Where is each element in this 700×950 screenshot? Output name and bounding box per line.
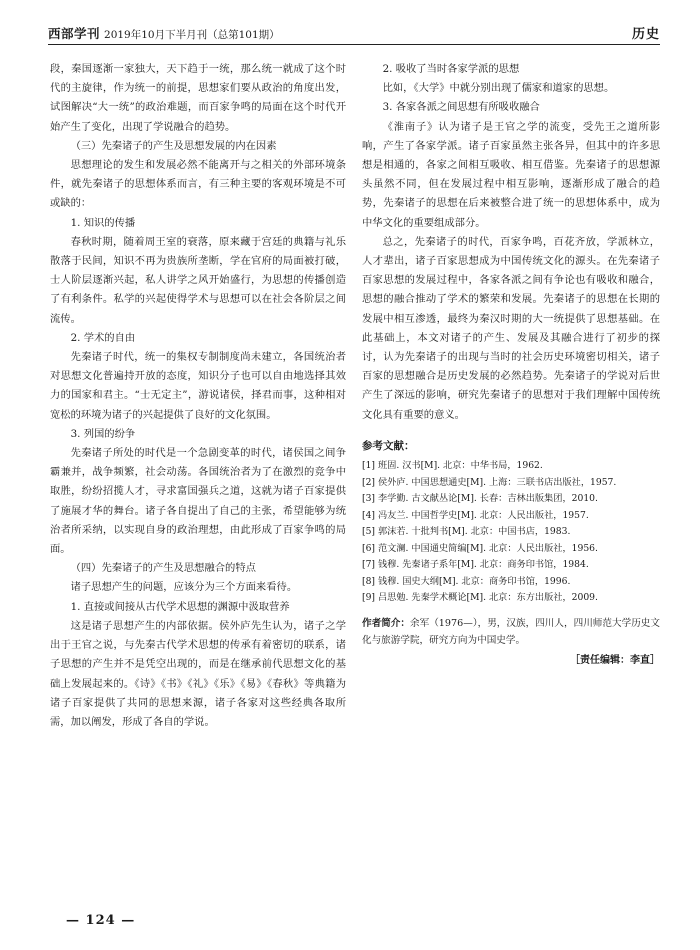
paragraph: 《淮南子》认为诸子是王官之学的流变，受先王之道所影响，产生了各家学派。诸子百家虽然主张各异，但其中的许多思想是相通的，各家之间相互吸收、相互借鉴。先秦诸子的思想源头虽然不同，但在发展过程中相互影响，逐渐形成了融合的趋势，先秦诸子的思想在后来被整合进了统一的思想体系中，成为中华文化的重要组成部分。 [362, 120, 660, 229]
paragraph: 段，秦国逐渐一家独大，天下趋于一统，那么统一就成了这个时代的主旋律，作为统一的前提，思想家们要从政治的角度出发，试图解决“大一统”的政治难题，而百家争鸣的局面在这个时代开始产生了变化，出现了学说融合的趋势。 [50, 63, 346, 133]
running-header [48, 22, 660, 45]
section-heading: （三）先秦诸子的产生及思想发展的内在因素 [70, 139, 277, 152]
paragraph: 这是诸子思想产生的内部依据。侯外庐先生认为，诸子之学出于王官之说，与先秦古代学术思想的传承有着密切的联系，诸子思想的产生并不是凭空出现的，而是在继承前代思想文化的基础上发展起来的。《诗》《书》《礼》《乐》《易》《春秋》等典籍为诸子百家提供了共同的思想来源，诸子各家对这些经典各取所需，加以阐发，形成了各自的学说。 [50, 619, 346, 728]
author-bio [362, 615, 660, 649]
references-title: 参考文献： [362, 439, 415, 452]
section-name: 历史 [631, 27, 660, 42]
paragraph: 诸子思想产生的问题，应该分为三个方面来看待。 [70, 581, 298, 594]
journal-name: 西部学刊 [48, 26, 101, 41]
responsible-editor: ［责任编辑：李直］ [570, 654, 660, 666]
author-bio-text: 余军（1976—），男，汉族，四川人，四川师范大学历史文化与旅游学院，研究方向为中国史学。 [362, 617, 660, 646]
paragraph: 思想理论的发生和发展必然不能离开与之相关的外部环境条件，就先秦诸子的思想体系而言，有三种主要的客观环境是不可或缺的： [50, 159, 346, 210]
reference-item: [8] 钱穆. 国史大纲[M]. 北京：商务印书馆，1996. [362, 575, 571, 587]
reference-item: [6] 范文澜. 中国通史简编[M]. 北京：人民出版社，1956. [362, 542, 598, 554]
paragraph: 春秋时期，随着周王室的衰落，原来藏于宫廷的典籍与礼乐散落于民间，知识不再为贵族所垄断，学在官府的局面被打破，士人阶层逐渐兴起，私人讲学之风开始盛行，为思想的传播创造了有利条件。私学的兴起使得学术与思想可以在社会各阶层之间流传。 [50, 235, 346, 325]
reference-item: [7] 钱穆. 先秦诸子系年[M]. 北京：商务印书馆，1984. [362, 559, 589, 571]
paragraph: 比如，《大学》中就分别出现了儒家和道家的思想。 [382, 82, 615, 95]
issue-info: 2019年10月下半月刊（总第101期） [104, 29, 280, 41]
sub-heading: 2. 学术的自由 [70, 331, 136, 344]
paragraph: 先秦诸子时代，统一的集权专制制度尚未建立，各国统治者对思想文化普遍持开放的态度，知识分子也可以自由地选择其效力的国家和君主。“士无定主”，游说诸侯，择君而事，这种相对宽松的环境为诸子的兴起提供了良好的文化氛围。 [50, 351, 346, 421]
right-column [362, 60, 660, 670]
left-column [50, 60, 346, 732]
reference-item: [9] 吕思勉. 先秦学术概论[M]. 北京：东方出版社，2009. [362, 592, 598, 604]
reference-item: [4] 冯友兰. 中国哲学史[M]. 北京：人民出版社，1957. [362, 509, 589, 521]
conclusion-paragraph: 总之，先秦诸子的时代，百家争鸣，百花齐放，学派林立，人才辈出，诸子百家思想成为中国传统文化的源头。在先秦诸子百家思想的发展过程中，各家各派之间有争论也有吸收和融合，思想的融合推动了学术的繁荣和发展。先秦诸子的思想在长期的发展中相互渗透，最终为秦汉时期的大一统提供了思想基础。在此基础上，本文对诸子的产生、发展及其融合进行了初步的探讨，认为先秦诸子的出现与当时的社会历史环境密切相关，诸子百家的思想融合是历史发展的必然趋势。先秦诸子的学说对后世产生了深远的影响，研究先秦诸子的思想对于我们理解中国传统文化具有重要的意义。 [362, 235, 660, 421]
references-list [362, 458, 660, 607]
page-number: — 124 — [66, 913, 136, 928]
sub-heading: 1. 知识的传播 [70, 216, 136, 229]
paragraph: 先秦诸子所处的时代是一个急剧变革的时代，诸侯国之间争霸兼并，战争频繁，社会动荡。各国统治者为了在激烈的竞争中取胜，纷纷招揽人才，寻求富国强兵之道，这就为诸子百家提供了施展才华的舞台。诸子各自提出了自己的主张，希望能够为统治者所采纳，以实现自身的政治理想，由此形成了百家争鸣的局面。 [50, 447, 346, 556]
sub-heading: 1. 直接或间接从古代学术思想的渊源中汲取营养 [70, 600, 290, 613]
sub-heading: 2. 吸收了当时各家学派的思想 [382, 63, 520, 75]
reference-item: [5] 郭沫若. 十批判书[M]. 北京：中国书店，1983. [362, 526, 571, 538]
reference-item: [2] 侯外庐. 中国思想通史[M]. 上海：三联书店出版社，1957. [362, 476, 617, 488]
sub-heading: 3. 列国的纷争 [70, 427, 136, 440]
reference-item: [1] 班固. 汉书[M]. 北京：中华书局，1962. [362, 460, 543, 472]
author-bio-label: 作者简介： [362, 617, 410, 629]
section-heading: （四）先秦诸子的产生及思想融合的特点 [70, 562, 256, 575]
reference-item: [3] 李学勤. 古文献丛论[M]. 长春：吉林出版集团，2010. [362, 493, 598, 505]
header-left [48, 24, 280, 42]
sub-heading: 3. 各家各派之间思想有所吸收融合 [382, 101, 540, 114]
